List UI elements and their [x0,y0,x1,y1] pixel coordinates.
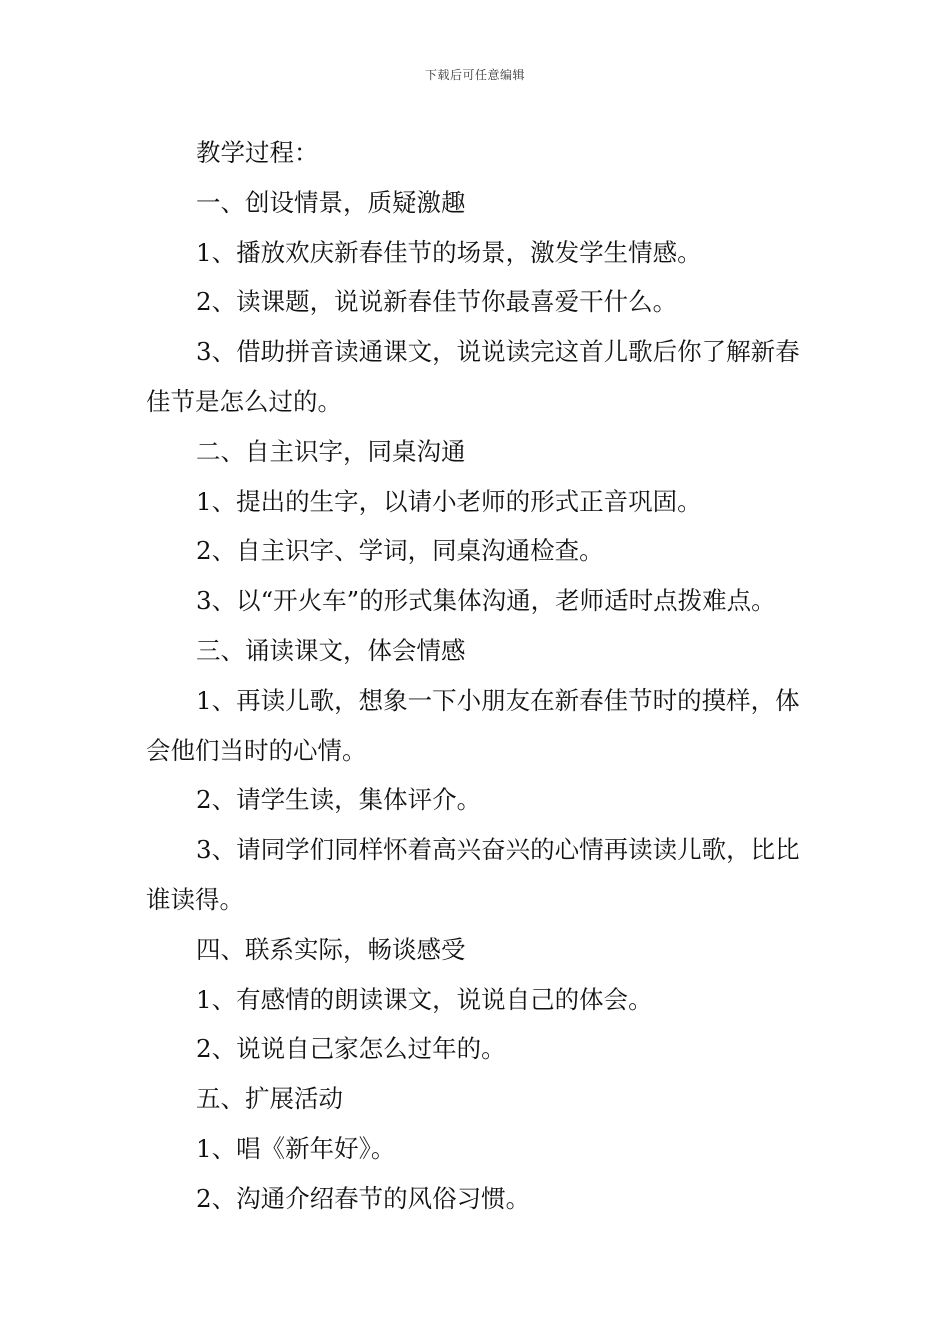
list-item: 1、有感情的朗读课文，说说自己的体会。 [196,984,653,1014]
list-item: 2、读课题，说说新春佳节你最喜爱干什么。 [196,287,678,317]
section-heading: 一、创设情景，质疑激趣 [196,187,466,217]
list-item: 2、请学生读，集体评介。 [196,785,482,815]
list-item: 1、提出的生字，以请小老师的形式正音巩固。 [196,486,702,516]
list-item: 3、借助拼音读通课文，说说读完这首儿歌后你了解新春佳节是怎么过的。 [146,337,800,416]
list-item: 3、请同学们同样怀着高兴奋兴的心情再读读儿歌，比比谁读得。 [146,835,800,914]
list-item: 1、播放欢庆新春佳节的场景，激发学生情感。 [196,237,702,267]
list-item: 2、自主识字、学词，同桌沟通检查。 [196,536,604,566]
list-item: 3、以“开火车”的形式集体沟通，老师适时点拨难点。 [196,586,776,616]
section-heading: 三、诵读课文，体会情感 [196,635,466,665]
list-item: 2、沟通介绍春节的风俗习惯。 [196,1183,531,1213]
section-heading: 四、联系实际，畅谈感受 [196,934,466,964]
list-item: 1、再读儿歌，想象一下小朋友在新春佳节时的摸样，体会他们当时的心情。 [146,685,800,765]
section-heading: 五、扩展活动 [196,1084,343,1114]
document-body [146,128,812,1224]
list-item: 2、说说自己家怎么过年的。 [196,1034,506,1064]
list-item: 1、唱《新年好》。 [196,1133,396,1163]
section-heading: 二、自主识字，同桌沟通 [196,436,466,466]
section-label: 教学过程： [196,138,319,167]
page-header: 下载后可任意编辑 [424,68,525,82]
